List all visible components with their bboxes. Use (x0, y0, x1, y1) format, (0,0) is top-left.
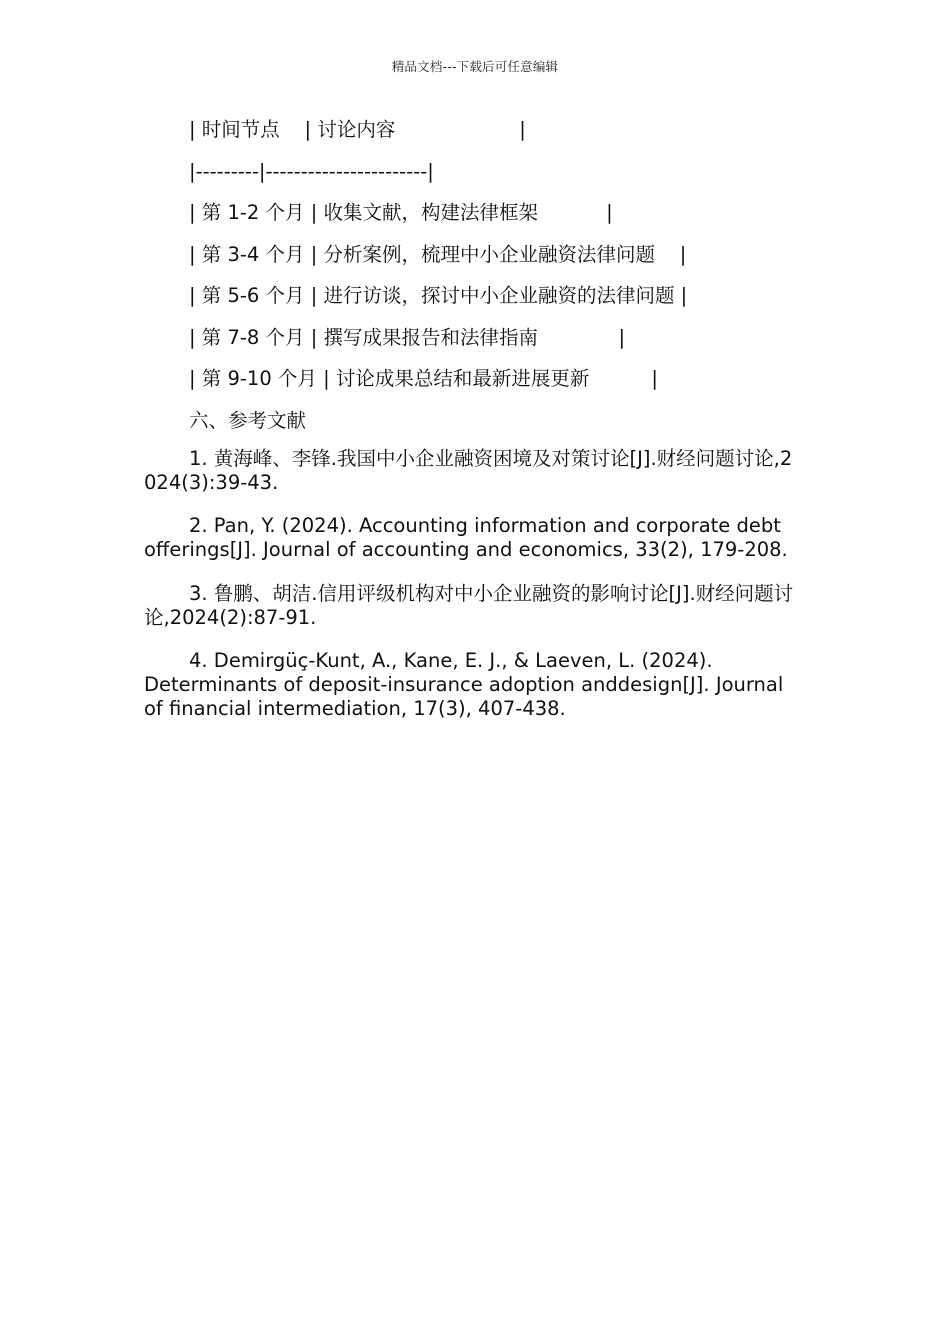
table-row: | 第 3-4 个月 | 分析案例，梳理中小企业融资法律问题 | (189, 242, 687, 266)
reference-item: 2. Pan, Y. (2024). Accounting information and corporate debt offerings[J]. Journal of accounting and economics, 33(2), 179-208. (144, 514, 788, 561)
schedule-table (144, 112, 794, 403)
reference-item: 3. 鲁鹏、胡洁.信用评级机构对中小企业融资的影响讨论[J].财经问题讨论,2024(2):87-91. (144, 581, 794, 629)
table-header-row: | 时间节点 | 讨论内容 | (189, 118, 526, 141)
reference-list (144, 447, 794, 722)
document-body (144, 112, 794, 738)
section-title-references: 六、参考文献 (189, 408, 307, 432)
reference-item: 1. 黄海峰、李锋.我国中小企业融资困境及对策讨论[J].财经问题讨论,2024(3):39-43. (144, 446, 793, 494)
table-row: | 第 5-6 个月 | 进行访谈，探讨中小企业融资的法律问题 | (189, 284, 688, 307)
table-separator-row: |---------|-----------------------| (189, 159, 434, 183)
reference-item: 4. Demirgüç-Kunt, A., Kane, E. J., & Laeven, L. (2024). Determinants of deposit-insurance adoption anddesign[J]. Journal of financial intermediation, 17(3), 407-438. (144, 649, 784, 720)
table-row: | 第 7-8 个月 | 撰写成果报告和法律指南 | (189, 325, 626, 349)
table-row: | 第 9-10 个月 | 讨论成果总结和最新进展更新 | (189, 367, 658, 390)
page-header: 精品文档---下载后可任意编辑 (391, 59, 559, 74)
table-row: | 第 1-2 个月 | 收集文献，构建法律框架 | (189, 201, 613, 224)
